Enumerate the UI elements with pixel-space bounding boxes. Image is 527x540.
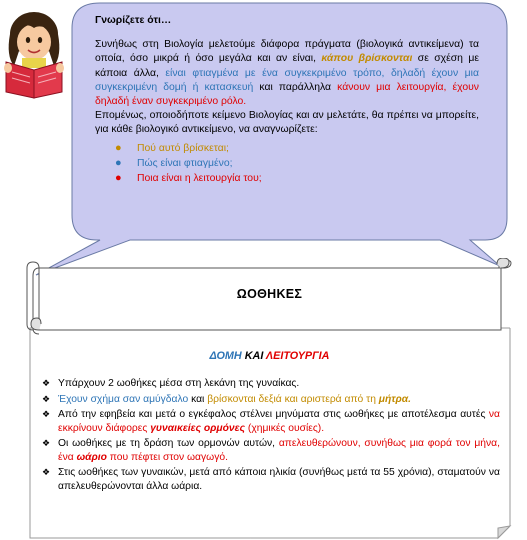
text-run: ωάριο xyxy=(76,451,107,463)
bubble-bullet-item xyxy=(115,156,479,171)
text-run: γυναικείες ορμόνες xyxy=(150,422,246,434)
bubble-heading: Γνωρίζετε ότι… xyxy=(95,15,172,26)
text-run: μήτρα. xyxy=(378,393,411,405)
diamond-bullet-icon: ❖ xyxy=(42,438,51,448)
text-run: κάνουν μια λειτουργία, έχουν δηλαδή έναν συγκεκριμένο ρόλο. xyxy=(95,81,479,108)
text-run: βρίσκονται δεξιά και αριστερά από τη xyxy=(207,393,379,405)
text-run: Υπάρχουν 2 ωοθήκες μέσα στη λεκάνη της γυναίκας. xyxy=(58,378,300,389)
fact-item xyxy=(42,393,500,407)
bubble-bullet-list xyxy=(95,141,479,186)
banner-title: ΩΟΘΗΚΕΣ xyxy=(236,287,303,301)
text-run: κάπου βρίσκονται xyxy=(321,53,413,65)
text-run: να εκκρίνουν διάφορες xyxy=(58,409,500,434)
diamond-bullet-icon: ❖ xyxy=(42,467,51,477)
round-bullet-icon: ● xyxy=(115,171,122,184)
bubble-bullet-text: Ποια είναι η λειτουργία του; xyxy=(137,172,262,184)
ovaries-facts-list xyxy=(42,377,500,495)
text-run: και xyxy=(188,393,208,405)
text-run: είναι φτιαγμένα με ένα συγκεκριμένο τρόπο, δηλαδή έχουν μια συγκεκριμένη δομή ή κατασκευή xyxy=(95,67,479,93)
round-bullet-icon: ● xyxy=(115,156,122,169)
bubble-bullet-item xyxy=(115,141,479,156)
girl-reading-book-icon xyxy=(0,8,66,100)
bubble-paragraph-2: Επομένως, οποιοδήποτε κείμενο Βιολογίας και αν μελετάτε, θα πρέπει να μπορείτε, για κάθε βιολογικό αντικείμενο, να αναγνωρίζετε: xyxy=(95,110,479,136)
text-run: Από την εφηβεία και μετά ο εγκέφαλος στέλνει μηνύματα στις ωοθήκες με αποτέλεσμα αυτές xyxy=(58,409,489,420)
subtitle-structure: ΔΟΜΗ xyxy=(209,350,242,362)
info-bubble xyxy=(95,14,479,186)
text-run: Οι ωοθήκες με τη δράση των ορμονών αυτών, xyxy=(58,438,279,449)
bubble-bullet-item xyxy=(115,171,479,186)
diamond-bullet-icon: ❖ xyxy=(42,378,51,388)
diamond-bullet-icon: ❖ xyxy=(42,393,51,404)
text-run: που πέφτει στον ωαγωγό. xyxy=(106,451,228,463)
text-run: (χημικές ουσίες). xyxy=(245,422,325,434)
round-bullet-icon: ● xyxy=(115,141,122,154)
text-run: σε σχέση με κάποια άλλα, xyxy=(95,53,479,79)
bubble-bullet-text: Πού αυτό βρίσκεται; xyxy=(137,142,229,154)
fact-item xyxy=(42,408,500,435)
bubble-paragraph-1 xyxy=(95,38,479,109)
diamond-bullet-icon: ❖ xyxy=(42,409,51,419)
subtitle-function: ΛΕΙΤΟΥΡΓΙΑ xyxy=(265,350,330,362)
fact-item xyxy=(42,466,500,493)
text-run: και παράλληλα xyxy=(253,81,338,93)
fact-item xyxy=(42,437,500,464)
text-run: Στις ωοθήκες των γυναικών, μετά από κάποια ηλικία (συνήθως μετά τα 55 χρόνια), σταματούν να απελευθερώνονται άλλα ωάρια. xyxy=(58,467,500,492)
bubble-bullet-text: Πώς είναι φτιαγμένο; xyxy=(137,157,233,169)
fact-item xyxy=(42,377,500,391)
text-run: Έχουν σχήμα σαν αμύγδαλο xyxy=(58,393,189,405)
section-subtitle xyxy=(37,350,502,362)
text-run: Συνήθως στη Βιολογία μελετούμε διάφορα πράγματα (βιολογικά αντικείμενα) τα οποία, όσο μικρά ή όσο μεγάλα και αν είναι, xyxy=(95,39,479,65)
subtitle-and: ΚΑΙ xyxy=(241,350,266,362)
text-run: απελευθερώνουν, συνήθως μια φορά τον μήνα, ένα xyxy=(58,438,500,463)
